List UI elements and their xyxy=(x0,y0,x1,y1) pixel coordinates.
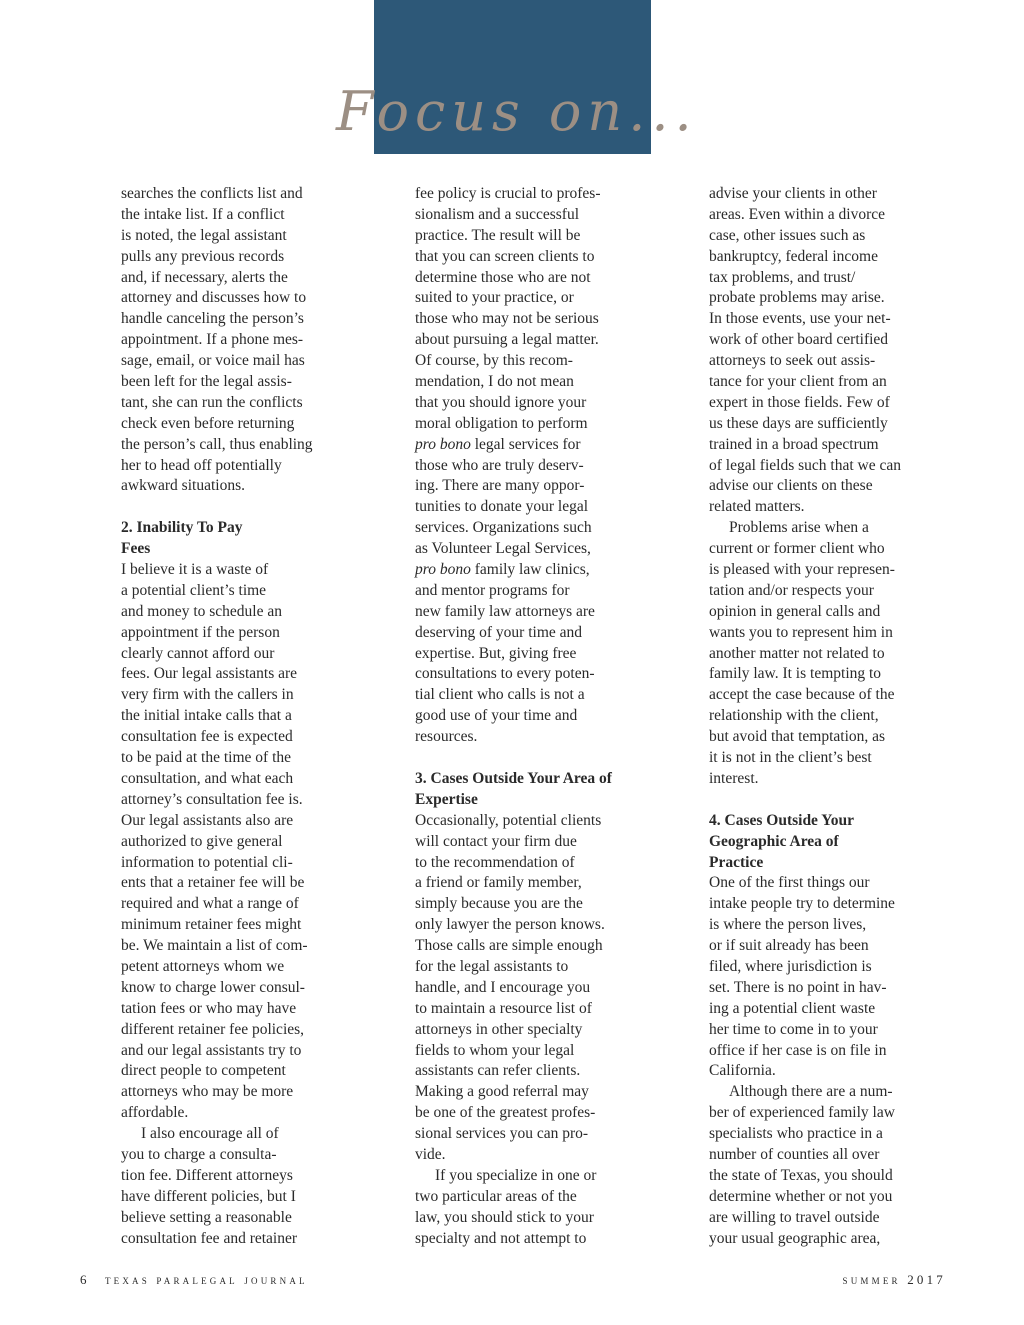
paragraph xyxy=(415,184,635,748)
text-line: ents that a retainer fee will be xyxy=(121,874,305,892)
text-line: practice. The result will be xyxy=(415,226,581,244)
text-line: for the legal assistants to xyxy=(415,957,569,975)
text-line: attorneys who may be more xyxy=(121,1083,294,1101)
text-line: moral obligation to perform xyxy=(415,414,588,432)
text-line: affordable. xyxy=(121,1104,189,1122)
footer-left xyxy=(80,1272,308,1288)
text-line: services. Organizations such xyxy=(415,519,592,537)
text-line: advise your clients in other xyxy=(709,185,877,202)
text-line: ber of experienced family law xyxy=(709,1104,895,1122)
text-line: vide. xyxy=(415,1145,446,1163)
text-line: believe setting a reasonable xyxy=(121,1208,292,1226)
text-line: or if suit already has been xyxy=(709,937,869,955)
text-line: consultations to every poten- xyxy=(415,665,595,683)
text-line: the state of Texas, you should xyxy=(709,1166,893,1184)
text-line: and, if necessary, alerts the xyxy=(121,268,288,286)
text-line: is where the person lives, xyxy=(709,916,867,934)
text-line: accept the case because of the xyxy=(709,686,895,704)
paragraph xyxy=(709,518,924,790)
text-line: tunities to donate your legal xyxy=(415,498,589,516)
text-line: tax problems, and trust/ xyxy=(709,268,856,286)
text-line: pulls any previous records xyxy=(121,247,285,265)
text-line: suited to your practice, or xyxy=(415,289,574,307)
text-line: related matters. xyxy=(709,498,805,516)
text-line: fees. Our legal assistants are xyxy=(121,665,298,683)
text-line: tation fees or who may have xyxy=(121,999,297,1017)
column-1 xyxy=(121,184,336,1249)
text-line: have different policies, but I xyxy=(121,1187,296,1205)
text-line: is noted, the legal assistant xyxy=(121,226,287,244)
text-line: Of course, by this recom- xyxy=(415,352,573,370)
text-line: Making a good referral may xyxy=(415,1083,589,1101)
text-line: to the recommendation of xyxy=(415,853,575,871)
text-line: is pleased with your represen- xyxy=(709,561,895,579)
text-line: information to potential cli- xyxy=(121,853,293,871)
text-line: family law. It is tempting to xyxy=(709,665,882,683)
text-line: determine whether or not you xyxy=(709,1187,893,1205)
text-line: advise our clients on these xyxy=(709,477,873,495)
footer-right xyxy=(843,1272,946,1288)
text-line: office if her case is on file in xyxy=(709,1041,887,1059)
text-line: her to head off potentially xyxy=(121,456,282,474)
text-line: that you can screen clients to xyxy=(415,247,595,265)
text-line: specialists who practice in a xyxy=(709,1125,883,1143)
text-line: know to charge lower consul- xyxy=(121,978,305,996)
text-line: the person’s call, thus enabling xyxy=(121,435,313,453)
column-2 xyxy=(415,184,635,1249)
paragraph xyxy=(709,1082,924,1249)
text-line: will contact your firm due xyxy=(415,832,577,850)
text-line: law, you should stick to your xyxy=(415,1208,594,1226)
text-line: two particular areas of the xyxy=(415,1187,577,1205)
text-line: specialty and not attempt to xyxy=(415,1229,587,1247)
text-line: appointment if the person xyxy=(121,623,280,641)
issue-date: summer 2017 xyxy=(842,1272,946,1287)
text-line: and our legal assistants try to xyxy=(121,1041,302,1059)
text-line: relationship with the client, xyxy=(709,707,879,725)
text-line: handle canceling the person’s xyxy=(121,310,304,328)
text-line: case, other issues such as xyxy=(709,226,866,244)
text-line: pro bono family law clinics, xyxy=(415,561,590,579)
page-number: 6 xyxy=(80,1272,87,1287)
text-line: of legal fields such that we can xyxy=(709,456,901,474)
paragraph xyxy=(121,184,336,497)
text-line: One of the first things our xyxy=(709,874,870,892)
paragraph xyxy=(709,184,924,518)
text-line: probate problems may arise. xyxy=(709,289,885,307)
text-line: number of counties all over xyxy=(709,1145,880,1163)
text-line: bankruptcy, federal income xyxy=(709,247,878,265)
text-line: tion fee. Different attorneys xyxy=(121,1166,293,1184)
text-line: attorney and discusses how to xyxy=(121,289,307,307)
text-line: expertise. But, giving free xyxy=(415,644,577,662)
text-line: tance for your client from an xyxy=(709,373,887,391)
text-line: Geographic Area of xyxy=(709,832,839,850)
text-line: your usual geographic area, xyxy=(709,1229,881,1247)
text-line: pro bono legal services for xyxy=(415,435,581,453)
text-line: those who are truly deserv- xyxy=(415,456,584,474)
text-line: new family law attorneys are xyxy=(415,602,595,620)
section-title: Focus on... xyxy=(336,80,698,143)
paragraph xyxy=(121,1124,336,1249)
text-line: those who may not be serious xyxy=(415,310,599,328)
text-line: attorneys to seek out assis- xyxy=(709,352,876,370)
text-line: very firm with the callers in xyxy=(121,686,294,704)
text-line: you to charge a consulta- xyxy=(121,1145,277,1163)
text-line: opinion in general calls and xyxy=(709,602,881,620)
text-line: that you should ignore your xyxy=(415,393,587,411)
text-line: 2. Inability To Pay xyxy=(121,519,243,537)
text-line: sage, email, or voice mail has xyxy=(121,352,305,370)
text-line: Problems arise when a xyxy=(729,519,869,537)
text-line: a potential client’s time xyxy=(121,581,267,599)
text-line: attorney’s consultation fee is. xyxy=(121,790,303,808)
text-line: fields to whom your legal xyxy=(415,1041,575,1059)
column-3 xyxy=(709,184,924,1249)
text-line: handle, and I encourage you xyxy=(415,978,591,996)
text-line: current or former client who xyxy=(709,540,885,558)
text-line: determine those who are not xyxy=(415,268,591,286)
publication-name: texas paralegal journal xyxy=(104,1272,308,1287)
text-line: trained in a broad spectrum xyxy=(709,435,879,453)
text-line: sionalism and a successful xyxy=(415,205,580,223)
text-line: are willing to travel outside xyxy=(709,1208,880,1226)
text-line: If you specialize in one or xyxy=(435,1166,597,1184)
text-line: petent attorneys whom we xyxy=(121,957,285,975)
text-line: work of other board certified xyxy=(709,331,889,349)
paragraph xyxy=(121,560,336,1124)
text-line: set. There is no point in hav- xyxy=(709,978,887,996)
text-line: it is not in the client’s best xyxy=(709,749,872,767)
text-line: her time to come in to your xyxy=(709,1020,878,1038)
text-line: authorized to give general xyxy=(121,832,283,850)
text-line: 4. Cases Outside Your xyxy=(709,811,854,829)
text-line: to be paid at the time of the xyxy=(121,749,292,767)
paragraph xyxy=(415,1166,635,1250)
text-line: I believe it is a waste of xyxy=(121,561,269,579)
text-line: Our legal assistants also are xyxy=(121,811,294,829)
text-line: ing a potential client waste xyxy=(709,999,876,1017)
text-line: clearly cannot afford our xyxy=(121,644,275,662)
text-line: only lawyer the person knows. xyxy=(415,916,605,934)
text-line: been left for the legal assis- xyxy=(121,373,292,391)
text-line: but avoid that temptation, as xyxy=(709,728,886,746)
text-line: expert in those fields. Few of xyxy=(709,393,890,411)
text-line: Expertise xyxy=(415,790,478,808)
italic-term: pro bono xyxy=(415,435,471,453)
text-line: consultation fee is expected xyxy=(121,728,293,746)
text-line: wants you to represent him in xyxy=(709,623,893,641)
text-line: fee policy is crucial to profes- xyxy=(415,185,601,202)
text-line: California. xyxy=(709,1062,776,1080)
text-line: deserving of your time and xyxy=(415,623,583,641)
text-line: searches the conflicts list and xyxy=(121,185,303,202)
text-line: check even before returning xyxy=(121,414,295,432)
text-line: minimum retainer fees might xyxy=(121,916,302,934)
text-line: assistants can refer clients. xyxy=(415,1062,581,1080)
text-line: simply because you are the xyxy=(415,895,583,913)
text-line: Those calls are simple enough xyxy=(415,937,603,955)
text-line: a friend or family member, xyxy=(415,874,582,892)
text-line: direct people to competent xyxy=(121,1062,286,1080)
text-line: Practice xyxy=(709,853,764,871)
text-line: us these days are sufficiently xyxy=(709,414,888,432)
text-line: tant, she can run the conflicts xyxy=(121,393,303,411)
text-line: tial client who calls is not a xyxy=(415,686,585,704)
text-line: consultation fee and retainer xyxy=(121,1229,298,1247)
text-line: another matter not related to xyxy=(709,644,885,662)
text-line: required and what a range of xyxy=(121,895,299,913)
text-line: sional services you can pro- xyxy=(415,1125,589,1143)
text-line: different retainer fee policies, xyxy=(121,1020,305,1038)
text-line: 3. Cases Outside Your Area of xyxy=(415,769,612,787)
text-line: tation and/or respects your xyxy=(709,581,874,599)
text-line: areas. Even within a divorce xyxy=(709,205,886,223)
text-line: Occasionally, potential clients xyxy=(415,811,602,829)
text-line: about pursuing a legal matter. xyxy=(415,331,599,349)
italic-term: pro bono xyxy=(415,561,471,579)
text-line: as Volunteer Legal Services, xyxy=(415,540,591,558)
text-line: awkward situations. xyxy=(121,477,245,495)
text-line: the initial intake calls that a xyxy=(121,707,292,725)
text-line: Although there are a num- xyxy=(729,1083,893,1101)
text-line: mendation, I do not mean xyxy=(415,373,574,391)
text-line: ing. There are many oppor- xyxy=(415,477,585,495)
text-line: In those events, use your net- xyxy=(709,310,891,328)
paragraph xyxy=(415,811,635,1166)
text-line: and mentor programs for xyxy=(415,581,570,599)
text-line: filed, where jurisdiction is xyxy=(709,957,872,975)
text-line: be. We maintain a list of com- xyxy=(121,937,308,955)
text-line: Fees xyxy=(121,540,151,558)
text-line: I also encourage all of xyxy=(141,1125,279,1143)
text-line: attorneys in other specialty xyxy=(415,1020,583,1038)
paragraph xyxy=(709,873,924,1082)
section-heading xyxy=(709,811,924,874)
section-heading xyxy=(415,769,635,811)
text-line: to maintain a resource list of xyxy=(415,999,592,1017)
text-line: good use of your time and xyxy=(415,707,578,725)
text-line: the intake list. If a conflict xyxy=(121,205,285,223)
text-line: intake people try to determine xyxy=(709,895,895,913)
text-line: consultation, and what each xyxy=(121,769,294,787)
text-line: resources. xyxy=(415,728,478,746)
text-line: appointment. If a phone mes- xyxy=(121,331,304,349)
text-line: be one of the greatest profes- xyxy=(415,1104,596,1122)
text-line: and money to schedule an xyxy=(121,602,282,620)
text-line: interest. xyxy=(709,769,759,787)
section-heading xyxy=(121,518,336,560)
